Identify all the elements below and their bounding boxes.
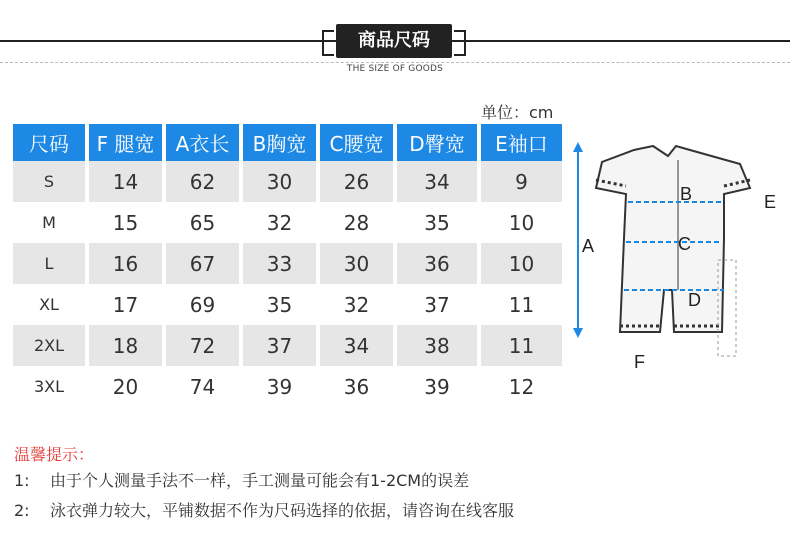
arrow-a-head-bottom [573,328,583,338]
tip-number: 1: [14,471,30,490]
swimsuit-measurement-diagram [568,120,778,380]
tips-title: 温馨提示： [14,445,95,464]
table-cell: XL [39,295,59,314]
table-row [13,366,562,407]
table-cell: 67 [166,243,239,284]
tip-item [14,468,469,491]
table-cell: 33 [243,243,316,284]
table-cell: 17 [112,292,139,317]
table-cell: 36 [343,374,370,399]
col-header-size: 尺码 [13,124,85,161]
table-cell: 11 [481,325,562,366]
col-header-cuff: E袖口 [481,124,562,161]
table-cell: 2XL [13,325,85,366]
label-b: B [680,184,693,204]
table-cell: 20 [112,374,139,399]
table-cell: 72 [166,325,239,366]
table-cell: S [13,161,85,202]
table-cell: 69 [189,292,216,317]
table-cell: 37 [424,292,450,317]
table-cell: 18 [89,325,162,366]
col-header-hip: D臀宽 [397,124,477,161]
table-cell: 32 [343,292,370,317]
tip-item [14,498,514,521]
table-cell: 65 [189,210,216,235]
col-header-chest: B胸宽 [243,124,316,161]
table-cell: 37 [243,325,316,366]
table-cell: 34 [397,161,477,202]
table-cell: 36 [397,243,477,284]
table-cell: 30 [243,161,316,202]
table-cell: 74 [189,374,216,399]
page-subtitle: THE SIZE OF GOODS [346,64,444,74]
table-row [13,325,562,366]
table-cell: 35 [266,292,293,317]
header-dashed-rule [0,62,790,63]
table-cell: 35 [424,210,450,235]
page-title: 商品尺码 [336,24,452,58]
label-d: D [688,290,701,310]
table-cell: 30 [320,243,393,284]
table-cell: 12 [508,374,535,399]
table-row [13,284,562,325]
table-cell: 11 [508,292,535,317]
table-header-row [13,124,562,161]
tip-number: 2: [14,501,30,520]
table-row [13,243,562,284]
table-cell: 32 [266,210,293,235]
table-cell: 38 [397,325,477,366]
col-header-leg-width: F 腿宽 [89,124,162,161]
arrow-a-head-top [573,142,583,152]
col-header-length: A衣长 [166,124,239,161]
table-cell: 34 [320,325,393,366]
table-cell: L [13,243,85,284]
table-cell: 15 [112,210,139,235]
table-cell: M [42,213,56,232]
tip-text: 由于个人测量手法不一样，手工测量可能会有1-2CM的误差 [50,471,470,490]
table-cell: 14 [89,161,162,202]
table-cell: 9 [481,161,562,202]
table-cell: 28 [343,210,370,235]
size-table [9,124,566,407]
table-cell: 62 [166,161,239,202]
tip-text: 泳衣弹力较大，平铺数据不作为尺码选择的依据，请咨询在线客服 [50,501,515,520]
table-row [13,161,562,202]
table-cell: 39 [424,374,450,399]
table-cell: 39 [266,374,293,399]
label-f: F [634,352,645,372]
label-c: C [678,234,691,254]
col-header-waist: C腰宽 [320,124,393,161]
table-row [13,202,562,243]
unit-label: 单位：cm [481,103,554,122]
table-cell: 16 [89,243,162,284]
table-cell: 10 [508,210,535,235]
label-a: A [582,236,595,256]
swimsuit-outline [596,146,750,332]
table-cell: 10 [481,243,562,284]
table-cell: 3XL [33,377,65,396]
table-cell: 26 [320,161,393,202]
label-e: E [764,192,777,212]
